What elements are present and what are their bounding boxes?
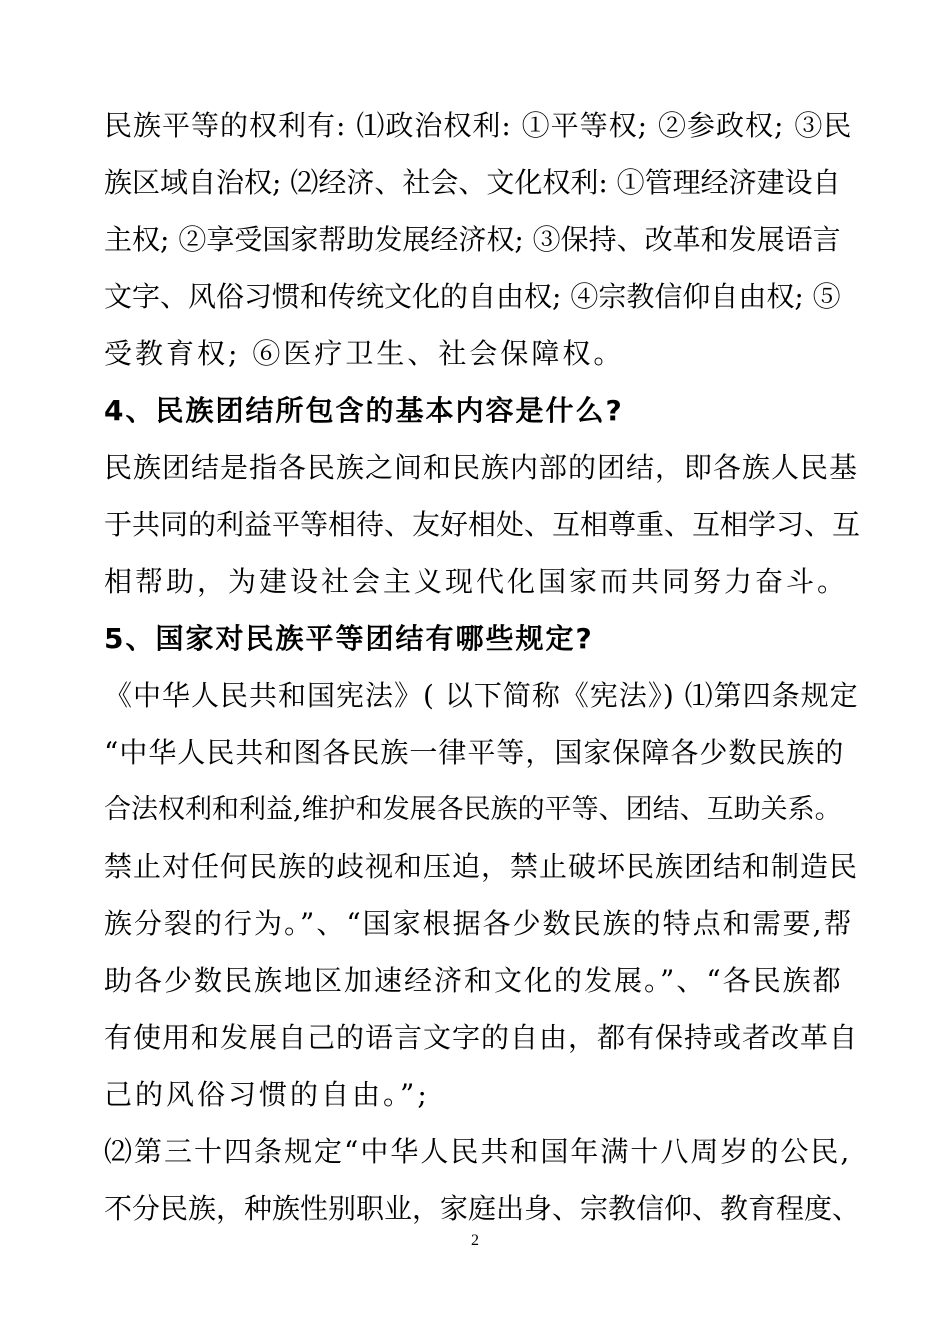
body-text-line: 民族团结是指各民族之间和民族内部的团结，即各族人民基 [104, 451, 859, 484]
body-text-line: 合法权利和利益,维护和发展各民族的平等、团结、互助关系。 [104, 794, 842, 825]
body-text-line: 己的风俗习惯的自由。”; [104, 1078, 430, 1111]
body-text-line: ⑵第三十四条规定“中华人民共和国年满十八周岁的公民, [104, 1135, 852, 1168]
body-text-line: “中华人民共和图各民族一律平等，国家保障各少数民族的 [104, 736, 845, 769]
body-text-line: 《中华人民共和国宪法》( 以下简称《宪法》) ⑴第四条规定 [104, 679, 859, 712]
section-heading: 5、国家对民族平等团结有哪些规定? [104, 622, 594, 655]
body-text-line: 于共同的利益平等相待、友好相处、互相尊重、互相学习、互 [104, 508, 861, 541]
body-text-line: 助各少数民族地区加速经济和文化的发展。”、“各民族都 [104, 964, 843, 997]
body-text-line: 文字、风俗习惯和传统文化的自由权; ④宗教信仰自由权; ⑤ [104, 280, 841, 313]
body-text-line: 受教育权; ⑥医疗卫生、社会保障权。 [104, 337, 625, 370]
section-heading: 4、民族团结所包含的基本内容是什么? [104, 394, 624, 427]
body-text-line: 相帮助，为建设社会主义现代化国家而共同努力奋斗。 [104, 565, 849, 598]
body-text-line: 族区域自治权; ⑵经济、社会、文化权利: ①管理经济建设自 [104, 166, 841, 199]
body-text-line: 有使用和发展自己的语言文字的自由，都有保持或者改革自 [104, 1021, 859, 1054]
page-number: 2 [471, 1232, 479, 1249]
body-text-line: 不分民族，种族性别职业，家庭出身、宗教信仰、教育程度、 [104, 1192, 861, 1225]
body-text-line: 族分裂的行为。”、“国家根据各少数民族的特点和需要,帮 [104, 907, 854, 940]
body-text-line: 禁止对任何民族的歧视和压迫，禁止破坏民族团结和制造民 [104, 850, 859, 883]
body-text-line: 民族平等的权利有: ⑴政治权利: ①平等权; ②参政权; ③民 [104, 109, 853, 142]
body-text-line: 主权; ②享受国家帮助发展经济权; ③保持、改革和发展语言 [104, 223, 841, 256]
